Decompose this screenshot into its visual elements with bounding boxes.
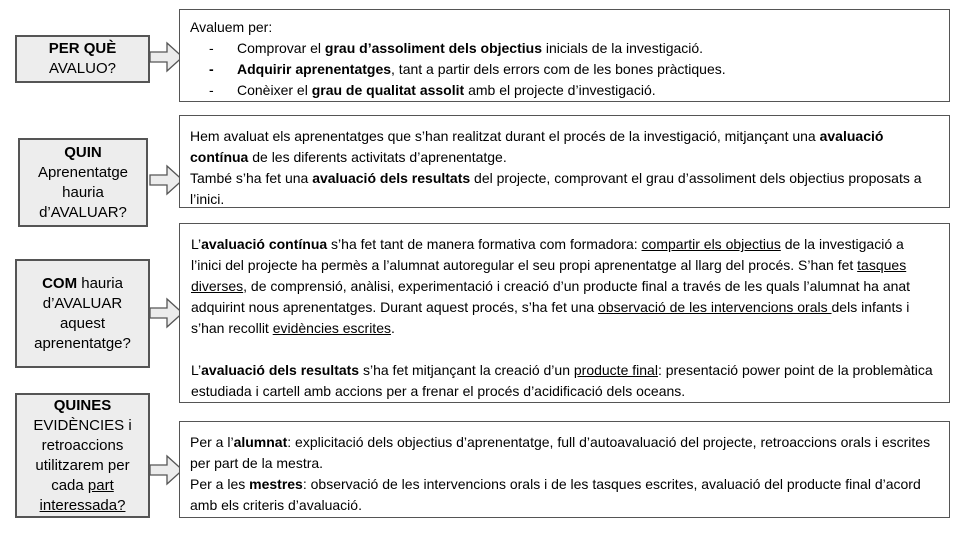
- list-item: [190, 59, 937, 80]
- answer-panel-why: [179, 9, 950, 102]
- list-item-text: Comprovar el grau d’assoliment dels objectius inicials de la investigació.: [237, 40, 704, 56]
- question-line: PER QUÈ: [48, 40, 117, 57]
- paragraph: També s’ha fet una avaluació dels resultats del projecte, comprovant el grau d’assoliment dels objectius proposats a l’inici.: [190, 170, 922, 207]
- list-item: [190, 38, 937, 59]
- question-line: QUIN: [64, 143, 102, 161]
- paragraph: L’avaluació contínua s’ha fet tant de manera formativa com formadora: compartir els objectius de la investigació a l’inici del projecte ha permès a l’alumnat autoregular el seu propi aprenentatge al llarg del procés. S’han fet tasques diverses, de comprensió, anàlisi, experimentació i creació d’un producte final a través de les quals l’alumnat ha anat adquirint nous aprenentatges. Durant aquest procés, s’ha fet una observació de les intervencions orals dels infants i s’han recollit evidències escrites.: [191, 236, 911, 336]
- list-item-text: Conèixer el grau de qualitat assolit amb el projecte d’investigació.: [237, 82, 656, 98]
- question-box-why: [15, 35, 150, 83]
- question-line: d’AVALUAR: [42, 294, 123, 312]
- question-line: interessada?: [39, 496, 126, 514]
- question-line: utilitzarem per: [35, 456, 130, 474]
- question-line: d’AVALUAR?: [39, 203, 127, 221]
- question-line: hauria: [62, 183, 104, 201]
- paragraph: Per a l’alumnat: explicitació dels objectius d’aprenentatge, full d’autoavaluació del projecte, retroaccions orals i escrites per part de la mestra.: [190, 434, 931, 471]
- question-line: COM hauria: [42, 274, 123, 292]
- question-box-how: [15, 259, 150, 368]
- list-dash: -: [209, 82, 214, 98]
- list-dash: -: [209, 40, 214, 56]
- question-box-evidence: [15, 393, 150, 518]
- paragraph: L’avaluació dels resultats s’ha fet mitjançant la creació d’un producte final: presentació power point de la problemàtica estudiada i cartell amb accions per a frenar el procés d’acidificació dels oceans.: [191, 362, 933, 399]
- question-box-what: [18, 138, 148, 227]
- question-line: retroaccions: [41, 436, 124, 454]
- question-line: cada part: [51, 476, 114, 494]
- question-line: aprenentatge?: [34, 334, 131, 352]
- paragraph: Per a les mestres: observació de les intervencions orals i de les tasques escrites, avaluació del producte final d’acord amb els criteris d’avaluació.: [190, 476, 921, 513]
- paragraph: Hem avaluat els aprenentatges que s’han realitzat durant el procés de la investigació, mitjançant una avaluació contínua de les diferents activitats d’aprenentatge.: [190, 128, 884, 165]
- question-line: Aprenentatge: [37, 163, 129, 181]
- question-line: EVIDÈNCIES i: [33, 416, 132, 434]
- answer-panel-evidence: [179, 421, 950, 518]
- list-dash: -: [209, 61, 214, 77]
- answer-panel-how: [179, 223, 950, 403]
- list-item: [190, 80, 937, 101]
- question-line: AVALUO?: [49, 60, 116, 77]
- question-line: aquest: [59, 314, 106, 332]
- list-item-text: Adquirir aprenentatges, tant a partir dels errors com de les bones pràctiques.: [237, 61, 726, 77]
- answer-panel-what: [179, 115, 950, 208]
- question-line: QUINES: [53, 396, 112, 414]
- panel-intro: Avaluem per:: [190, 19, 273, 35]
